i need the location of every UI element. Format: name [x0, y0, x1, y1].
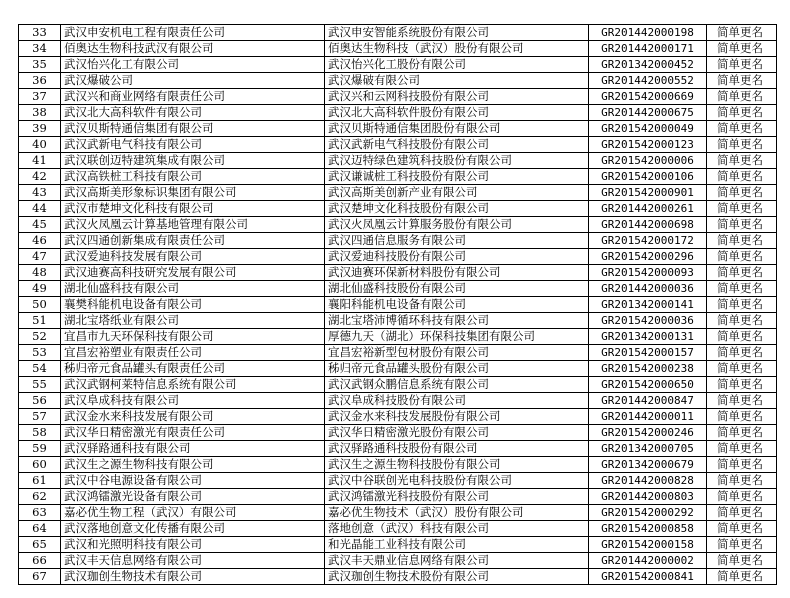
- certificate-number: GR201342000679: [589, 457, 707, 473]
- change-type: 简单更名: [707, 473, 777, 489]
- row-number: 56: [19, 393, 61, 409]
- original-company-name: 武汉北大高科软件有限公司: [61, 105, 325, 121]
- table-row: [19, 569, 777, 585]
- original-company-name: 武汉迪赛高科技研究发展有限公司: [61, 265, 325, 281]
- row-number: 49: [19, 281, 61, 297]
- original-company-name: 武汉阜成科技有限公司: [61, 393, 325, 409]
- row-number: 44: [19, 201, 61, 217]
- row-number: 67: [19, 569, 61, 585]
- new-company-name: 武汉怡兴化工股份有限公司: [325, 57, 589, 73]
- original-company-name: 武汉生之源生物科技有限公司: [61, 457, 325, 473]
- original-company-name: 武汉火凤凰云计算基地管理有限公司: [61, 217, 325, 233]
- table-row: [19, 57, 777, 73]
- change-type: 简单更名: [707, 537, 777, 553]
- change-type: 简单更名: [707, 169, 777, 185]
- table-row: [19, 393, 777, 409]
- row-number: 37: [19, 89, 61, 105]
- table-row: [19, 409, 777, 425]
- new-company-name: 武汉丰天鼎业信息网络有限公司: [325, 553, 589, 569]
- table-row: [19, 217, 777, 233]
- new-company-name: 武汉爱迪科技股份有限公司: [325, 249, 589, 265]
- table-row: [19, 121, 777, 137]
- new-company-name: 武汉贝斯特通信集团股份有限公司: [325, 121, 589, 137]
- certificate-number: GR201542000049: [589, 121, 707, 137]
- original-company-name: 武汉申安机电工程有限责任公司: [61, 25, 325, 41]
- change-type: 简单更名: [707, 121, 777, 137]
- change-type: 简单更名: [707, 569, 777, 585]
- table-row: [19, 153, 777, 169]
- change-type: 简单更名: [707, 105, 777, 121]
- row-number: 40: [19, 137, 61, 153]
- certificate-number: GR201342000452: [589, 57, 707, 73]
- table-row: [19, 169, 777, 185]
- change-type: 简单更名: [707, 185, 777, 201]
- table-row: [19, 473, 777, 489]
- new-company-name: 宜昌宏裕新型包材股份有限公司: [325, 345, 589, 361]
- new-company-name: 落地创意（武汉）科技有限公司: [325, 521, 589, 537]
- change-type: 简单更名: [707, 249, 777, 265]
- table-row: [19, 281, 777, 297]
- table-row: [19, 537, 777, 553]
- original-company-name: 武汉兴和商业网络有限责任公司: [61, 89, 325, 105]
- new-company-name: 武汉兴和云网科技股份有限公司: [325, 89, 589, 105]
- certificate-number: GR201442000803: [589, 489, 707, 505]
- new-company-name: 湖北仙盛科技股份有限公司: [325, 281, 589, 297]
- change-type: 简单更名: [707, 377, 777, 393]
- certificate-number: GR201442000198: [589, 25, 707, 41]
- certificate-number: GR201542000296: [589, 249, 707, 265]
- new-company-name: 武汉阜成科技股份有限公司: [325, 393, 589, 409]
- original-company-name: 武汉丰天信息网络有限公司: [61, 553, 325, 569]
- original-company-name: 武汉武钢柯莱特信息系统有限公司: [61, 377, 325, 393]
- new-company-name: 武汉高斯美创新产业有限公司: [325, 185, 589, 201]
- row-number: 46: [19, 233, 61, 249]
- row-number: 66: [19, 553, 61, 569]
- change-type: 简单更名: [707, 233, 777, 249]
- row-number: 64: [19, 521, 61, 537]
- table-row: [19, 297, 777, 313]
- new-company-name: 嘉必优生物技术（武汉）股份有限公司: [325, 505, 589, 521]
- certificate-number: GR201442000171: [589, 41, 707, 57]
- change-type: 简单更名: [707, 201, 777, 217]
- certificate-number: GR201442000002: [589, 553, 707, 569]
- row-number: 65: [19, 537, 61, 553]
- table-row: [19, 313, 777, 329]
- new-company-name: 武汉四通信息服务有限公司: [325, 233, 589, 249]
- table-row: [19, 345, 777, 361]
- original-company-name: 武汉怡兴化工有限公司: [61, 57, 325, 73]
- row-number: 36: [19, 73, 61, 89]
- original-company-name: 武汉爱迪科技发展有限公司: [61, 249, 325, 265]
- original-company-name: 武汉驿路通科技有限公司: [61, 441, 325, 457]
- original-company-name: 武汉高斯美形象标识集团有限公司: [61, 185, 325, 201]
- row-number: 42: [19, 169, 61, 185]
- original-company-name: 武汉和光照明科技有限公司: [61, 537, 325, 553]
- new-company-name: 厚德九天（湖北）环保科技集团有限公司: [325, 329, 589, 345]
- rename-table: [18, 24, 777, 585]
- table-row: [19, 233, 777, 249]
- original-company-name: 武汉武新电气科技有限公司: [61, 137, 325, 153]
- change-type: 简单更名: [707, 489, 777, 505]
- certificate-number: GR201442000552: [589, 73, 707, 89]
- table-row: [19, 201, 777, 217]
- change-type: 简单更名: [707, 505, 777, 521]
- new-company-name: 武汉金水来科技发展股份有限公司: [325, 409, 589, 425]
- row-number: 41: [19, 153, 61, 169]
- row-number: 47: [19, 249, 61, 265]
- certificate-number: GR201342000131: [589, 329, 707, 345]
- row-number: 61: [19, 473, 61, 489]
- original-company-name: 武汉市楚坤文化科技有限公司: [61, 201, 325, 217]
- table-row: [19, 553, 777, 569]
- new-company-name: 武汉武钢众鹏信息系统有限公司: [325, 377, 589, 393]
- new-company-name: 武汉火凤凰云计算服务股份有限公司: [325, 217, 589, 233]
- change-type: 简单更名: [707, 521, 777, 537]
- row-number: 62: [19, 489, 61, 505]
- new-company-name: 武汉中谷联创光电科技股份有限公司: [325, 473, 589, 489]
- new-company-name: 武汉武新电气科技股份有限公司: [325, 137, 589, 153]
- row-number: 59: [19, 441, 61, 457]
- original-company-name: 武汉爆破公司: [61, 73, 325, 89]
- change-type: 简单更名: [707, 137, 777, 153]
- row-number: 60: [19, 457, 61, 473]
- new-company-name: 武汉楚坤文化科技股份有限公司: [325, 201, 589, 217]
- table-row: [19, 41, 777, 57]
- certificate-number: GR201542000123: [589, 137, 707, 153]
- original-company-name: 武汉四通创新集成有限责任公司: [61, 233, 325, 249]
- original-company-name: 武汉华日精密激光有限责任公司: [61, 425, 325, 441]
- row-number: 57: [19, 409, 61, 425]
- new-company-name: 武汉华日精密激光股份有限公司: [325, 425, 589, 441]
- certificate-number: GR201542000292: [589, 505, 707, 521]
- change-type: 简单更名: [707, 409, 777, 425]
- change-type: 简单更名: [707, 57, 777, 73]
- change-type: 简单更名: [707, 73, 777, 89]
- certificate-number: GR201542000841: [589, 569, 707, 585]
- change-type: 简单更名: [707, 441, 777, 457]
- table-row: [19, 105, 777, 121]
- certificate-number: GR201542000669: [589, 89, 707, 105]
- new-company-name: 武汉谦诚桩工科技股份有限公司: [325, 169, 589, 185]
- new-company-name: 湖北宝塔沛博循环科技有限公司: [325, 313, 589, 329]
- new-company-name: 武汉爆破有限公司: [325, 73, 589, 89]
- new-company-name: 武汉鸿镭激光科技股份有限公司: [325, 489, 589, 505]
- change-type: 简单更名: [707, 361, 777, 377]
- row-number: 58: [19, 425, 61, 441]
- new-company-name: 武汉生之源生物科技股份有限公司: [325, 457, 589, 473]
- new-company-name: 武汉北大高科软件股份有限公司: [325, 105, 589, 121]
- new-company-name: 和光晶能工业科技有限公司: [325, 537, 589, 553]
- table-row: [19, 521, 777, 537]
- certificate-number: GR201542000093: [589, 265, 707, 281]
- change-type: 简单更名: [707, 393, 777, 409]
- table-row: [19, 249, 777, 265]
- table-row: [19, 505, 777, 521]
- certificate-number: GR201442000675: [589, 105, 707, 121]
- certificate-number: GR201542000158: [589, 537, 707, 553]
- new-company-name: 武汉申安智能系统股份有限公司: [325, 25, 589, 41]
- change-type: 简单更名: [707, 217, 777, 233]
- certificate-number: GR201342000141: [589, 297, 707, 313]
- new-company-name: 武汉珈创生物技术股份有限公司: [325, 569, 589, 585]
- change-type: 简单更名: [707, 313, 777, 329]
- row-number: 52: [19, 329, 61, 345]
- original-company-name: 宜昌市九天环保科技有限公司: [61, 329, 325, 345]
- table-row: [19, 137, 777, 153]
- row-number: 63: [19, 505, 61, 521]
- certificate-number: GR201442000847: [589, 393, 707, 409]
- change-type: 简单更名: [707, 281, 777, 297]
- change-type: 简单更名: [707, 153, 777, 169]
- original-company-name: 武汉珈创生物技术有限公司: [61, 569, 325, 585]
- new-company-name: 武汉迈特绿色建筑科技股份有限公司: [325, 153, 589, 169]
- original-company-name: 武汉联创迈特建筑集成有限公司: [61, 153, 325, 169]
- certificate-number: GR201542000172: [589, 233, 707, 249]
- change-type: 简单更名: [707, 89, 777, 105]
- original-company-name: 秭归帝元食品罐头有限责任公司: [61, 361, 325, 377]
- row-number: 54: [19, 361, 61, 377]
- row-number: 33: [19, 25, 61, 41]
- change-type: 简单更名: [707, 457, 777, 473]
- row-number: 55: [19, 377, 61, 393]
- certificate-number: GR201542000006: [589, 153, 707, 169]
- row-number: 34: [19, 41, 61, 57]
- certificate-number: GR201442000698: [589, 217, 707, 233]
- table-row: [19, 329, 777, 345]
- row-number: 43: [19, 185, 61, 201]
- change-type: 简单更名: [707, 553, 777, 569]
- certificate-number: GR201442000828: [589, 473, 707, 489]
- table-row: [19, 441, 777, 457]
- certificate-number: GR201442000261: [589, 201, 707, 217]
- certificate-number: GR201542000157: [589, 345, 707, 361]
- certificate-number: GR201442000036: [589, 281, 707, 297]
- change-type: 简单更名: [707, 265, 777, 281]
- original-company-name: 武汉贝斯特通信集团有限公司: [61, 121, 325, 137]
- table-row: [19, 185, 777, 201]
- original-company-name: 湖北仙盛科技有限公司: [61, 281, 325, 297]
- row-number: 48: [19, 265, 61, 281]
- row-number: 39: [19, 121, 61, 137]
- certificate-number: GR201542000246: [589, 425, 707, 441]
- change-type: 简单更名: [707, 425, 777, 441]
- table-row: [19, 73, 777, 89]
- row-number: 50: [19, 297, 61, 313]
- table-row: [19, 457, 777, 473]
- new-company-name: 武汉驿路通科技股份有限公司: [325, 441, 589, 457]
- row-number: 51: [19, 313, 61, 329]
- change-type: 简单更名: [707, 329, 777, 345]
- certificate-number: GR201442000011: [589, 409, 707, 425]
- certificate-number: GR201542000106: [589, 169, 707, 185]
- table-row: [19, 265, 777, 281]
- table-row: [19, 377, 777, 393]
- original-company-name: 武汉鸿镭激光设备有限公司: [61, 489, 325, 505]
- table-row: [19, 425, 777, 441]
- table-row: [19, 361, 777, 377]
- original-company-name: 武汉金水来科技发展有限公司: [61, 409, 325, 425]
- certificate-number: GR201542000858: [589, 521, 707, 537]
- new-company-name: 武汉迪赛环保新材料股份有限公司: [325, 265, 589, 281]
- original-company-name: 湖北宝塔纸业有限公司: [61, 313, 325, 329]
- certificate-number: GR201542000036: [589, 313, 707, 329]
- original-company-name: 宜昌宏裕塑业有限责任公司: [61, 345, 325, 361]
- change-type: 简单更名: [707, 297, 777, 313]
- table-row: [19, 89, 777, 105]
- change-type: 简单更名: [707, 25, 777, 41]
- original-company-name: 武汉落地创意文化传播有限公司: [61, 521, 325, 537]
- original-company-name: 武汉高铁桩工科技有限公司: [61, 169, 325, 185]
- original-company-name: 嘉必优生物工程（武汉）有限公司: [61, 505, 325, 521]
- new-company-name: 佰奥达生物科技（武汉）股份有限公司: [325, 41, 589, 57]
- row-number: 45: [19, 217, 61, 233]
- row-number: 53: [19, 345, 61, 361]
- new-company-name: 襄阳科能机电设备有限公司: [325, 297, 589, 313]
- certificate-number: GR201542000650: [589, 377, 707, 393]
- certificate-number: GR201542000901: [589, 185, 707, 201]
- row-number: 35: [19, 57, 61, 73]
- new-company-name: 秭归帝元食品罐头股份有限公司: [325, 361, 589, 377]
- row-number: 38: [19, 105, 61, 121]
- table-row: [19, 25, 777, 41]
- original-company-name: 佰奥达生物科技武汉有限公司: [61, 41, 325, 57]
- table-row: [19, 489, 777, 505]
- original-company-name: 襄樊科能机电设备有限公司: [61, 297, 325, 313]
- change-type: 简单更名: [707, 41, 777, 57]
- certificate-number: GR201542000238: [589, 361, 707, 377]
- table-body: [19, 25, 777, 585]
- original-company-name: 武汉中谷电源设备有限公司: [61, 473, 325, 489]
- certificate-number: GR201342000705: [589, 441, 707, 457]
- change-type: 简单更名: [707, 345, 777, 361]
